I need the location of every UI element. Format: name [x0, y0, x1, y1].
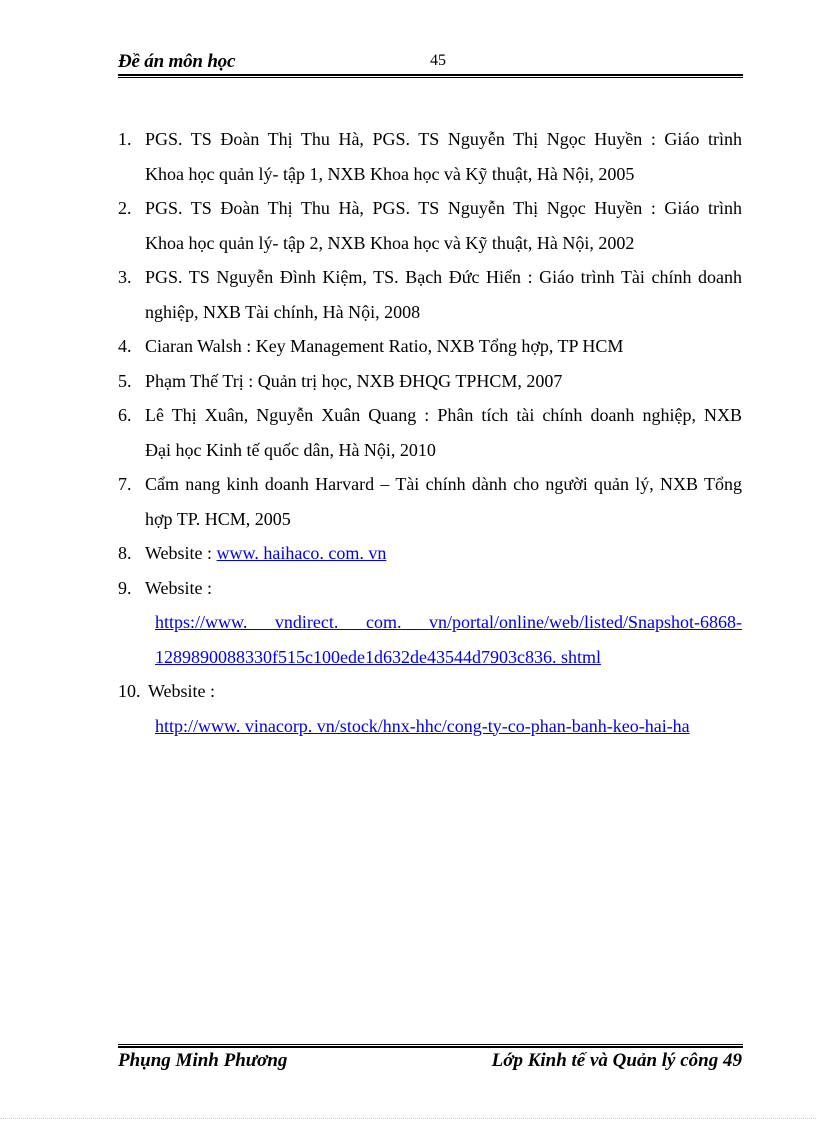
reference-number: 10. [118, 681, 141, 701]
reference-item-5 [118, 364, 742, 399]
reference-number: 7. [118, 474, 132, 494]
reference-item-7 [118, 467, 742, 536]
reference-text-line: PGS. TS Đoàn Thị Thu Hà, PGS. TS Nguyễn Thị Ngọc Huyền : Giáo trình [145, 198, 742, 218]
website-label: Website : [145, 577, 213, 598]
reference-number: 8. [118, 543, 132, 563]
reference-number: 1. [118, 129, 132, 149]
header-title: Đề án môn học [118, 51, 236, 72]
reference-number: 6. [118, 405, 132, 425]
reference-number: 2. [118, 198, 132, 218]
reference-text-line [145, 536, 742, 571]
reference-number: 4. [118, 336, 132, 356]
reference-number: 9. [118, 577, 132, 598]
page-header [118, 48, 742, 74]
link-line[interactable]: https://www. vndirect. com. vn/portal/online/web/listed/Snapshot-6868- [155, 612, 742, 632]
reference-text-line: Khoa học quản lý- tập 2, NXB Khoa học và Kỹ thuật, Hà Nội, 2002 [145, 232, 635, 253]
reference-item-10 [118, 674, 742, 743]
reference-item-2 [118, 191, 742, 260]
reference-text-line: Đại học Kinh tế quốc dân, Hà Nội, 2010 [145, 439, 436, 460]
reference-item-9 [118, 571, 742, 675]
reference-number: 5. [118, 370, 132, 391]
website-label: Website : [145, 543, 213, 563]
reference-text-line: hợp TP. HCM, 2005 [145, 508, 291, 529]
page-footer [118, 1050, 742, 1076]
reference-item-1 [118, 122, 742, 191]
reference-item-4 [118, 329, 742, 364]
reference-text-line: Khoa học quản lý- tập 1, NXB Khoa học và Kỹ thuật, Hà Nội, 2005 [145, 163, 635, 184]
reference-number: 3. [118, 267, 132, 287]
page-bottom-border [0, 1118, 816, 1119]
header-rule [118, 74, 743, 78]
footer-rule [118, 1044, 743, 1048]
reference-text-line: PGS. TS Đoàn Thị Thu Hà, PGS. TS Nguyễn Thị Ngọc Huyền : Giáo trình [145, 129, 742, 149]
website-link-vinacorp[interactable] [148, 709, 742, 744]
footer-author: Phụng Minh Phương [118, 1050, 288, 1071]
reference-text-line: Lê Thị Xuân, Nguyễn Xuân Quang : Phân tích tài chính doanh nghiệp, NXB [145, 405, 742, 425]
reference-list [118, 122, 742, 743]
reference-text-line: nghiệp, NXB Tài chính, Hà Nội, 2008 [145, 301, 421, 322]
footer-class: Lớp Kinh tế và Quản lý công 49 [491, 1050, 742, 1071]
reference-text-line: PGS. TS Nguyễn Đình Kiệm, TS. Bạch Đức Hiển : Giáo trình Tài chính doanh [145, 267, 742, 287]
reference-item-8 [118, 536, 742, 571]
reference-text-line: Ciaran Walsh : Key Management Ratio, NXB Tổng hợp, TP HCM [145, 336, 624, 356]
reference-text-line: Cẩm nang kinh doanh Harvard – Tài chính dành cho người quản lý, NXB Tổng [145, 474, 742, 494]
reference-text-line: Phạm Thế Trị : Quản trị học, NXB ĐHQG TPHCM, 2007 [145, 370, 563, 391]
website-label: Website : [148, 681, 216, 701]
reference-item-3 [118, 260, 742, 329]
website-link-haihaco[interactable]: www. haihaco. com. vn [216, 543, 387, 563]
page-number: 45 [430, 52, 446, 69]
website-link-vndirect[interactable] [145, 605, 742, 674]
link-line[interactable]: 1289890088330f515c100ede1d632de43544d7903c836. shtml [155, 646, 601, 667]
reference-item-6 [118, 398, 742, 467]
link-line[interactable]: http://www. vinacorp. vn/stock/hnx-hhc/cong-ty-co-phan-banh-keo-hai-ha [155, 715, 690, 736]
